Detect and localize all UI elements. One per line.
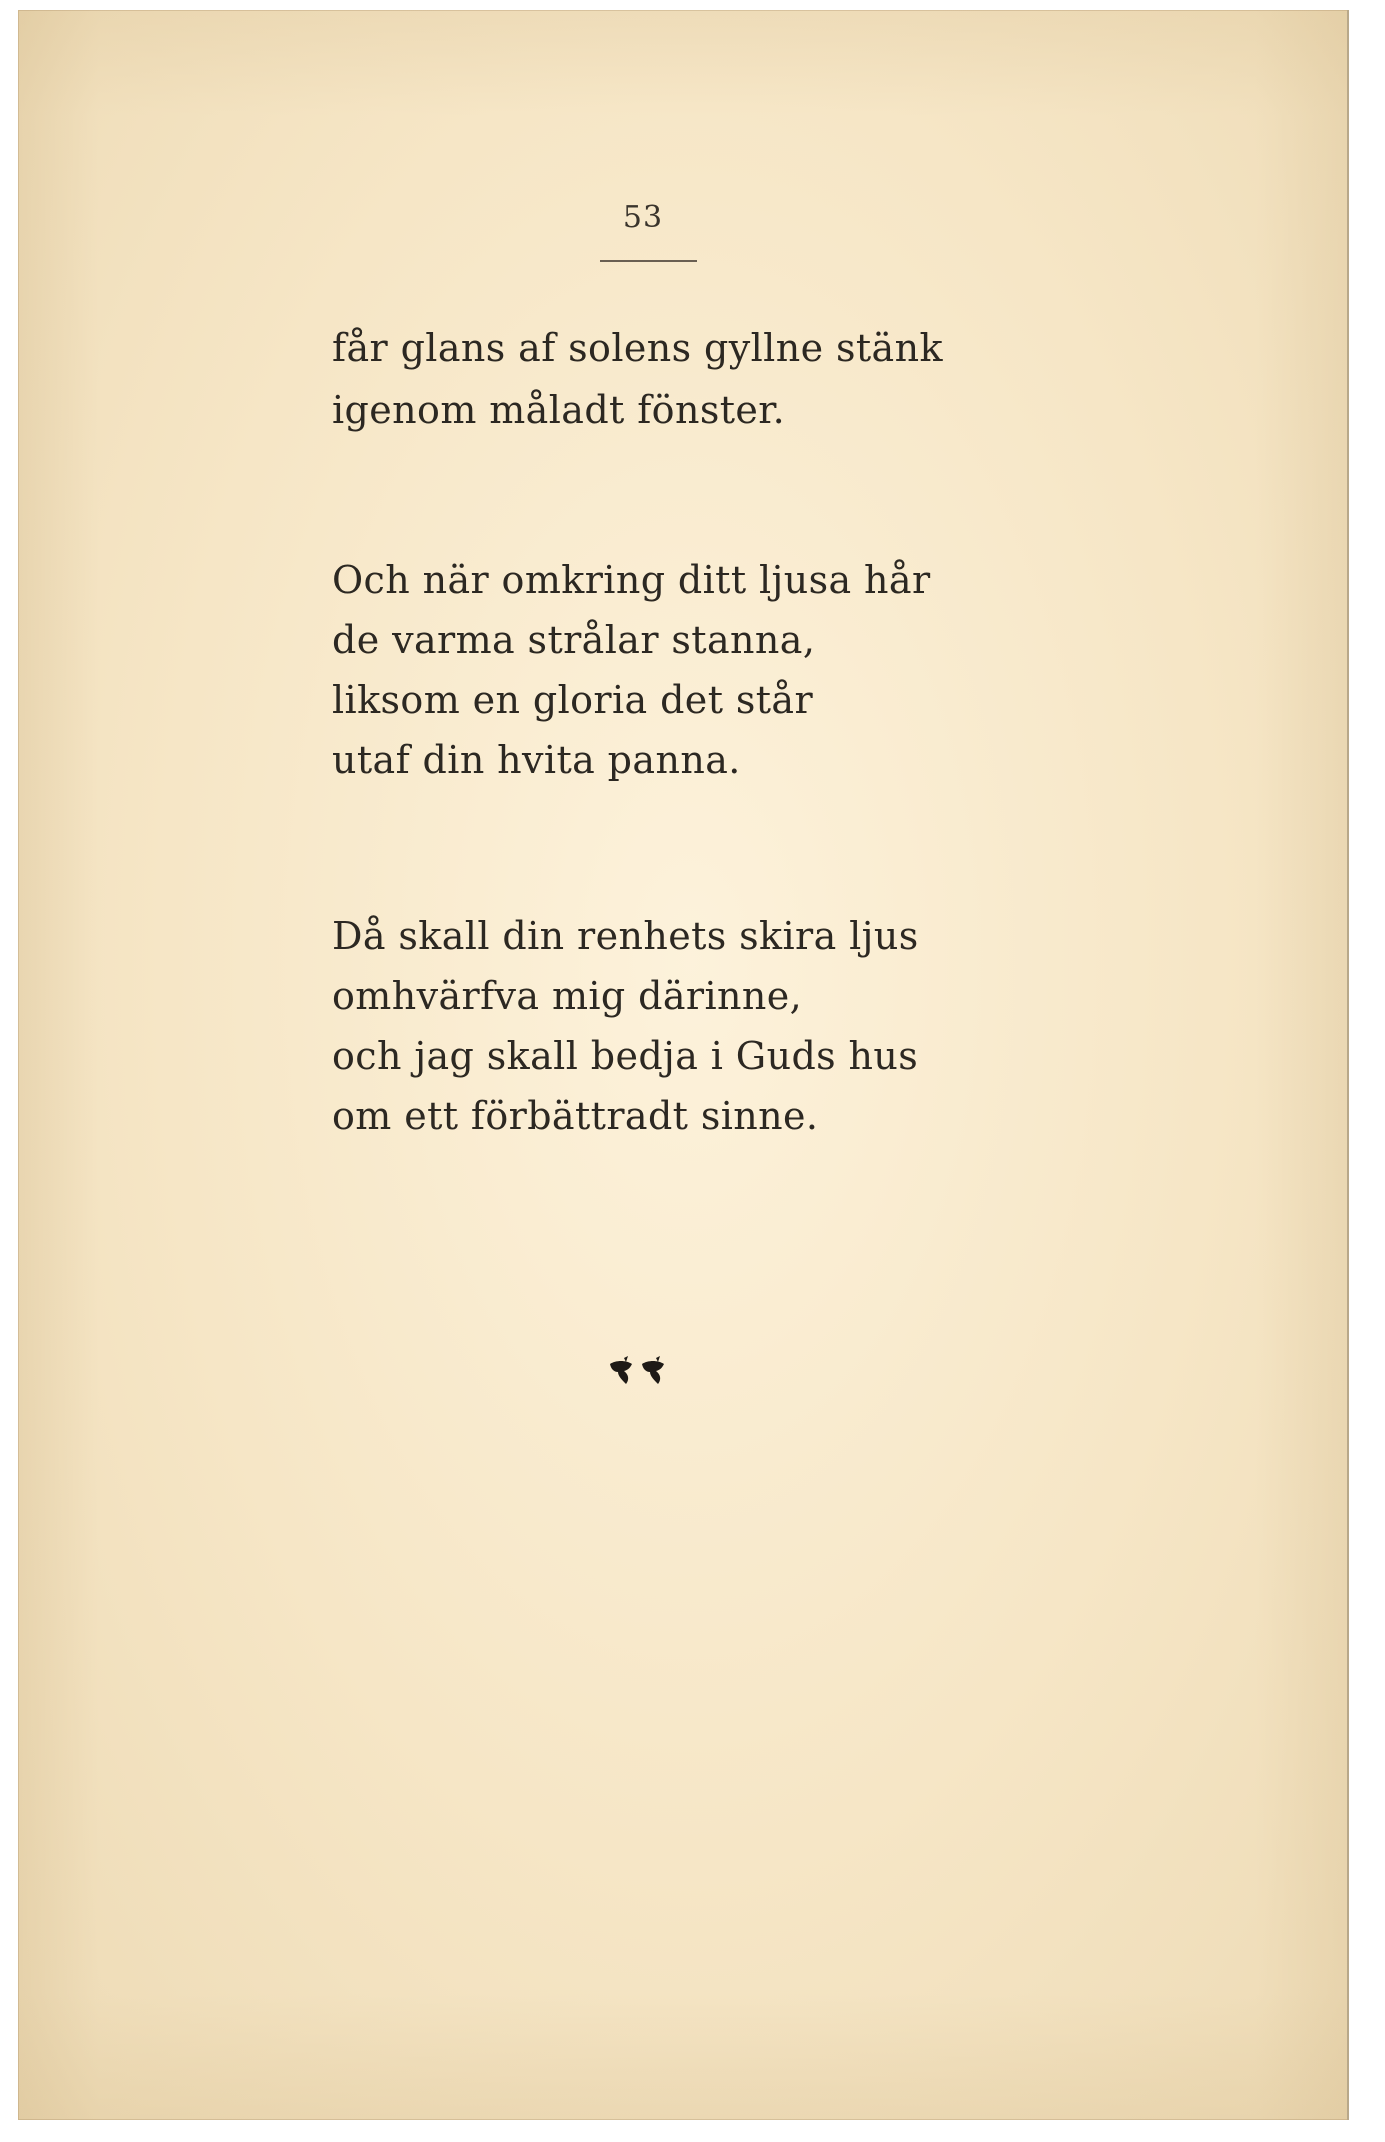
poem-line: igenom måladt fönster. xyxy=(332,388,786,432)
header-rule xyxy=(600,260,697,262)
poem-line: Då skall din renhets skira ljus xyxy=(332,914,919,958)
poem-line: Och när omkring ditt ljusa hår xyxy=(332,558,931,602)
book-page xyxy=(18,10,1363,2120)
page-number: 53 xyxy=(622,200,664,235)
page-edge xyxy=(1347,10,1363,2120)
poem-line: liksom en gloria det står xyxy=(332,678,814,722)
fleuron-icon xyxy=(606,1354,676,1388)
poem-line: om ett förbättradt sinne. xyxy=(332,1094,819,1138)
poem-line: omhvärfva mig därinne, xyxy=(332,974,803,1018)
poem-line: utaf din hvita panna. xyxy=(332,738,741,782)
poem-line: får glans af solens gyllne stänk xyxy=(332,326,943,370)
poem-line: och jag skall bedja i Guds hus xyxy=(332,1034,919,1078)
poem-line: de varma strålar stanna, xyxy=(332,618,816,662)
